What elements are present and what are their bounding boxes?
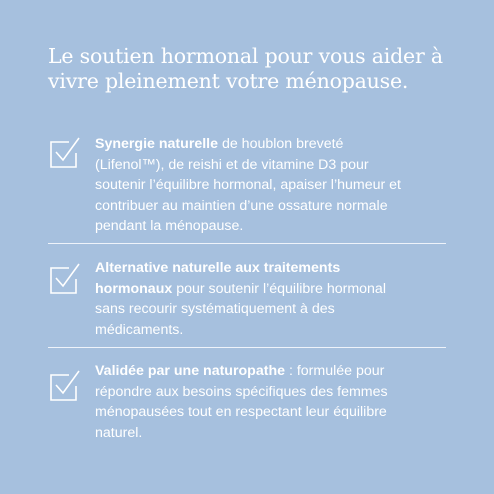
headline	[48, 44, 468, 94]
benefit-bold: Validée par une naturopathe	[95, 363, 285, 379]
benefit-rest: de houblon breveté	[218, 136, 344, 152]
benefit-bold: Synergie naturelle	[95, 136, 219, 152]
headline-line-2: vivre pleinement votre ménopause.	[48, 69, 409, 93]
benefit-line	[95, 258, 447, 279]
benefit-line: médicaments.	[95, 321, 184, 338]
checkbox-check-icon	[48, 262, 82, 296]
benefit-line: pendant la ménopause.	[95, 218, 244, 234]
benefit-line: naturel.	[95, 424, 143, 441]
benefit-text	[95, 134, 447, 237]
divider	[48, 243, 446, 244]
benefit-bold: hormonaux	[95, 280, 173, 297]
checkbox-check-icon	[48, 369, 82, 403]
benefit-bold: Alternative naturelle aux traitements	[95, 260, 341, 276]
benefit-text	[95, 361, 447, 443]
benefit-line	[95, 279, 447, 300]
headline-line-1: Le soutien hormonal pour vous aider à	[48, 44, 443, 68]
benefit-text	[95, 258, 447, 340]
checkbox-check-icon	[48, 136, 82, 170]
divider	[48, 347, 446, 348]
benefit-line: sans recourir systématiquement à des	[95, 301, 335, 317]
benefit-line: ménopausées tout en respectant leur équilibre	[95, 404, 387, 420]
benefit-line: contribuer au maintien d’une ossature normale	[95, 197, 388, 214]
benefit-line	[95, 134, 447, 155]
benefit-line	[95, 361, 447, 382]
benefit-rest: : formulée pour	[285, 363, 385, 379]
benefit-rest: pour soutenir l’équilibre hormonal	[172, 280, 386, 297]
benefit-line: (Lifenol™), de reishi et de vitamine D3 pour	[95, 156, 369, 173]
benefit-line: soutenir l’équilibre hormonal, apaiser l’humeur et	[95, 177, 401, 193]
benefit-line: répondre aux besoins spécifiques des femmes	[95, 383, 388, 400]
